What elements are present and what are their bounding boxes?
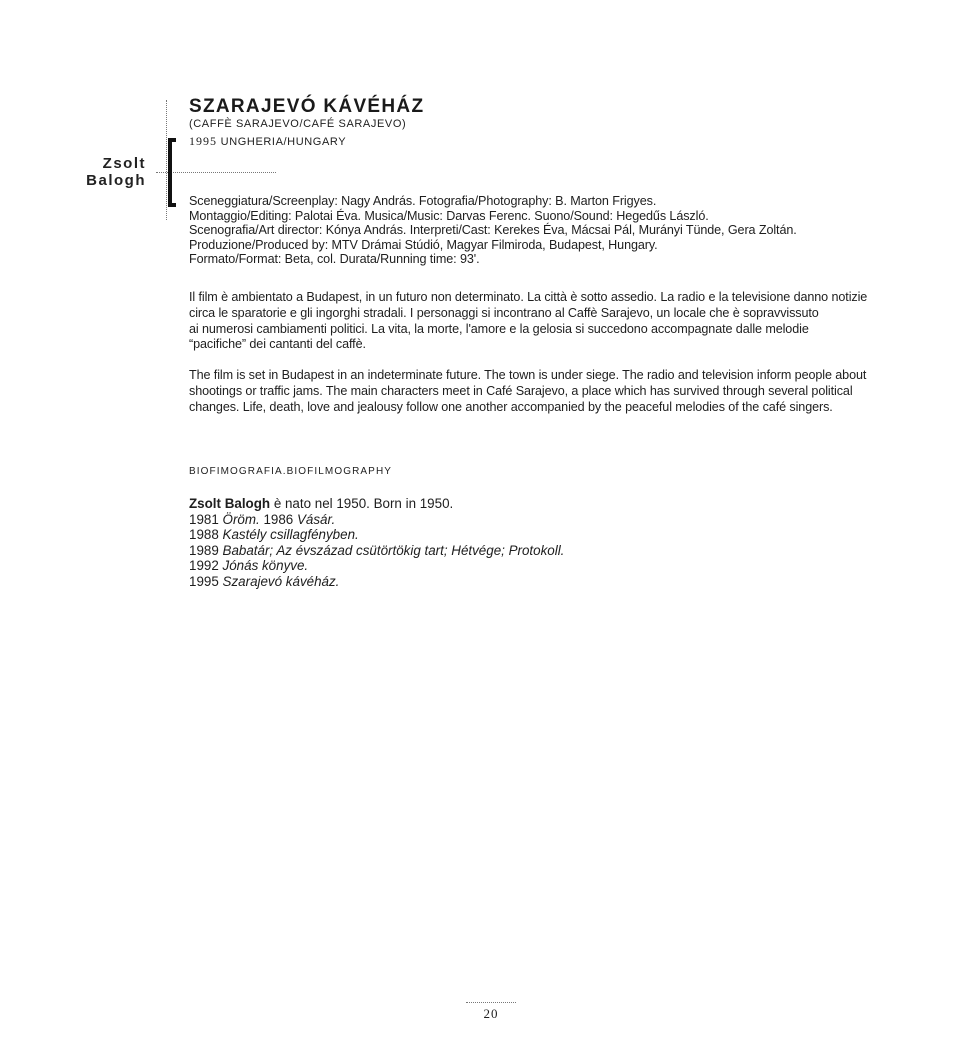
bio-born-line [189,496,564,512]
filmography-year: 1995 [189,573,219,589]
bio-born: è nato nel 1950. Born in 1950. [270,496,454,511]
filmography-year: 1981 [189,511,219,527]
credits-line: Sceneggiatura/Screenplay: Nagy András. Fotografia/Photography: B. Marton Frigyes. [189,194,657,208]
filmography-line [189,574,564,590]
filmography-titles: Kastély csillagfényben. [222,527,359,543]
filmography-titles: Öröm. [222,511,264,527]
synopsis-it-line: “pacifiche” dei cantanti del caffè. [189,337,366,352]
credits [189,194,929,267]
filmography-line [189,543,564,559]
director-first-name: Zsolt [102,155,146,172]
credits-line: Scenografia/Art director: Kónya András. Interpreti/Cast: Kerekes Éva, Mácsai Pál, Murányi Tünde, Gera Zoltán. [189,223,797,238]
filmography-year: 1986 [263,511,294,527]
credits-line: Produzione/Produced by: MTV Drámai Stúdió, Magyar Filmiroda, Budapest, Hungary. [189,237,658,252]
synopsis-it-line: circa le sparatorie e gli ingorghi stradali. I personaggi si incontrano al Caffè Sarajevo, un locale che è sopravvissuto [189,305,819,320]
film-title: SZARAJEVÓ KÁVÉHÁZ [189,96,425,117]
filmography-year: 1989 [189,542,219,558]
filmography-titles: Jónás könyve. [222,558,309,574]
filmography-titles: Vásár. [296,511,336,527]
filmography-line [189,527,564,543]
biofilmography-heading: BIOFIMOGRAFIA.BIOFILMOGRAPHY [189,466,393,477]
biofilmography [189,496,564,590]
filmography-titles: Szarajevó kávéház. [222,573,340,589]
credits-line: Formato/Format: Beta, col. Durata/Running time: 93'. [189,252,480,267]
bracket-icon [168,138,176,207]
synopsis-en-line: The film is set in Budapest in an indeterminate future. The town is under siege. The radio and television inform people about [189,368,867,382]
filmography-titles: Babatár; Az évszázad csütörtökig tart; Hétvége; Protokoll. [222,542,565,558]
film-year-country [189,134,346,149]
director-name [60,155,146,189]
credits-line: Montaggio/Editing: Palotai Éva. Musica/Music: Darvas Ferenc. Suono/Sound: Hegedűs László. [189,208,709,223]
director-last-name: Balogh [86,172,146,189]
synopsis-english [189,368,899,415]
filmography-line [189,558,564,574]
filmography-year: 1992 [189,558,219,574]
film-country: UNGHERIA/HUNGARY [220,136,347,148]
synopsis-it-line: Il film è ambientato a Budapest, in un futuro non determinato. La città è sotto assedio. La radio e la televisione danno notizie [189,290,868,304]
synopsis-en-line: changes. Life, death, love and jealousy follow one another accompanied by the peaceful melodies of the café singers. [189,399,833,414]
film-alt-titles: (CAFFÈ SARAJEVO/CAFÉ SARAJEVO) [189,118,407,130]
film-year: 1995 [189,134,217,148]
filmography-line [189,512,564,528]
synopsis-it-line: ai numerosi cambiamenti politici. La vita, la morte, l'amore e la gelosia si succedono accompagnate dalle melodie [189,321,809,336]
bio-name: Zsolt Balogh [189,496,271,511]
dotted-rule-vertical [166,100,167,220]
filmography-year: 1988 [189,527,219,543]
synopsis-italian [189,290,899,353]
page-number: 20 [483,1006,499,1021]
synopsis-en-line: shootings or traffic jams. The main characters meet in Café Sarajevo, a place which has survived through several political [189,383,853,398]
page-number-rule [466,1002,516,1003]
